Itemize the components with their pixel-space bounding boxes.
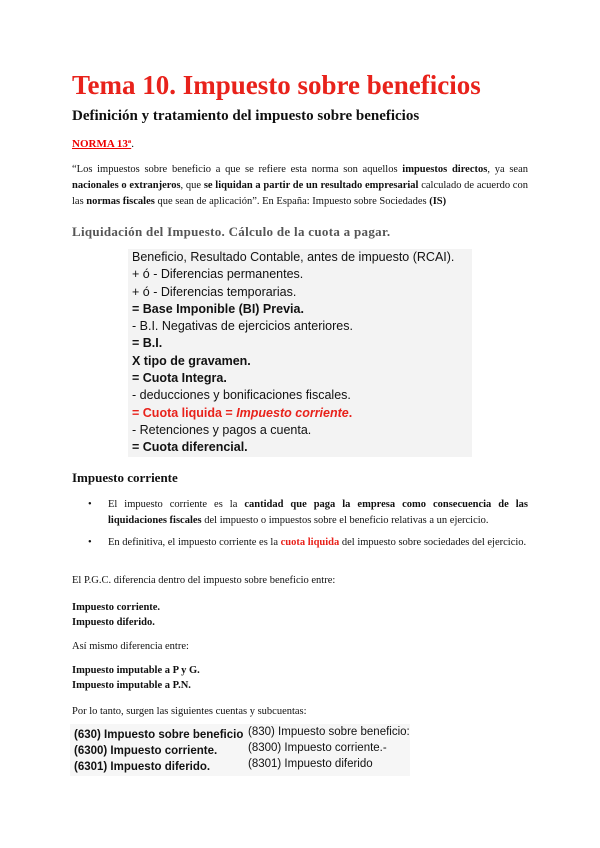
norma-label — [72, 138, 134, 150]
account-item: (630) Impuesto sobre beneficio — [74, 729, 244, 741]
account-item: (8300) Impuesto corriente.- — [248, 742, 387, 754]
bullet-icon: • — [88, 499, 92, 510]
asimismo-item: Impuesto imputable a P.N. — [72, 680, 191, 691]
quote-segment: que sean de aplicación”. En España: Impuesto sobre Sociedades — [154, 196, 430, 207]
bullet-segment: El impuesto corriente es la — [108, 499, 245, 510]
definition-quote — [72, 162, 528, 210]
bullet-text — [108, 535, 528, 551]
calc-line: = Base Imponible (BI) Previa. — [132, 301, 304, 316]
bullet-segment: del impuesto o impuestos sobre el beneficio relativas a un ejercicio. — [201, 515, 489, 526]
asimismo-item: Impuesto imputable a P y G. — [72, 665, 200, 676]
page-title: Tema 10. Impuesto sobre beneficios — [72, 70, 481, 100]
calc-line: - B.I. Negativas de ejercicios anteriores. — [132, 319, 353, 334]
bullet-item — [88, 535, 528, 551]
calc-line: = B.I. — [132, 336, 163, 351]
calc-red-c: . — [348, 405, 353, 420]
bullet-segment: del impuesto sobre sociedades del ejercicio. — [339, 537, 527, 548]
quote-segment: “Los impuestos sobre beneficio a que se refiere esta norma son aquellos — [72, 164, 403, 175]
calculation-image — [128, 249, 472, 457]
impuesto-corriente-heading: Impuesto corriente — [72, 470, 178, 485]
cuentas-text: Por lo tanto, surgen las siguientes cuentas y subcuentas: — [72, 706, 307, 717]
bullet-item — [88, 497, 528, 529]
pgc-item: Impuesto corriente. — [72, 602, 161, 613]
calc-line: + ó - Diferencias permanentes. — [132, 267, 304, 282]
asimismo-text: Así mismo diferencia entre: — [72, 641, 189, 652]
quote-segment: impuestos directos — [402, 164, 488, 175]
pgc-item: Impuesto diferido. — [72, 617, 155, 628]
quote-segment: , que — [180, 180, 204, 191]
bullet-segment: cantidad que paga la empresa como consecuencia de las liquidaciones fiscales — [108, 499, 528, 526]
calc-line — [128, 405, 472, 422]
quote-segment: (IS) — [429, 196, 447, 207]
bullet-segment: En definitiva, el impuesto corriente es la — [108, 537, 281, 548]
bullet-icon: • — [88, 537, 92, 548]
account-item: (6301) Impuesto diferido. — [74, 761, 211, 773]
calc-line: X tipo de gravamen. — [132, 353, 251, 368]
quote-segment: , ya sean — [487, 164, 529, 175]
norma-suffix: . — [131, 138, 134, 150]
calc-line: - deducciones y bonificaciones fiscales. — [132, 388, 351, 403]
quote-segment: nacionales o extranjeros — [72, 180, 181, 191]
calc-line: + ó - Diferencias temporarias. — [132, 284, 297, 299]
calc-prefix: = — [132, 405, 143, 420]
quote-segment: calculado de acuerdo con las — [72, 180, 528, 207]
norma-link: NORMA 13ª — [72, 138, 132, 150]
accounts-left — [74, 727, 243, 775]
liquidacion-heading: Liquidación del Impuesto. Cálculo de la cuota a pagar. — [72, 224, 391, 239]
calc-line: = Cuota diferencial. — [132, 440, 248, 455]
pgc-text: El P.G.C. diferencia dentro del impuesto sobre beneficio entre: — [72, 575, 336, 586]
calc-line: Beneficio, Resultado Contable, antes de impuesto (RCAI). — [132, 250, 455, 264]
subtitle: Definición y tratamiento del impuesto sobre beneficios — [72, 108, 420, 124]
quote-segment: se liquidan a partir de un resultado empresarial — [203, 180, 419, 191]
accounts-right — [248, 724, 410, 772]
account-item: (6300) Impuesto corriente. — [74, 745, 218, 757]
bullet-segment: cuota liquida — [280, 537, 340, 548]
calc-line: - Retenciones y pagos a cuenta. — [132, 422, 312, 437]
account-item: (8301) Impuesto diferido — [248, 758, 373, 770]
account-item: (830) Impuesto sobre beneficio: — [248, 726, 410, 738]
quote-segment: normas fiscales — [86, 196, 155, 207]
accounts-image — [70, 724, 410, 776]
calc-red-a: Cuota liquida = — [142, 405, 237, 420]
calc-red-b: Impuesto corriente — [236, 405, 349, 420]
bullet-text — [108, 497, 528, 529]
calc-line: = Cuota Integra. — [132, 371, 227, 386]
